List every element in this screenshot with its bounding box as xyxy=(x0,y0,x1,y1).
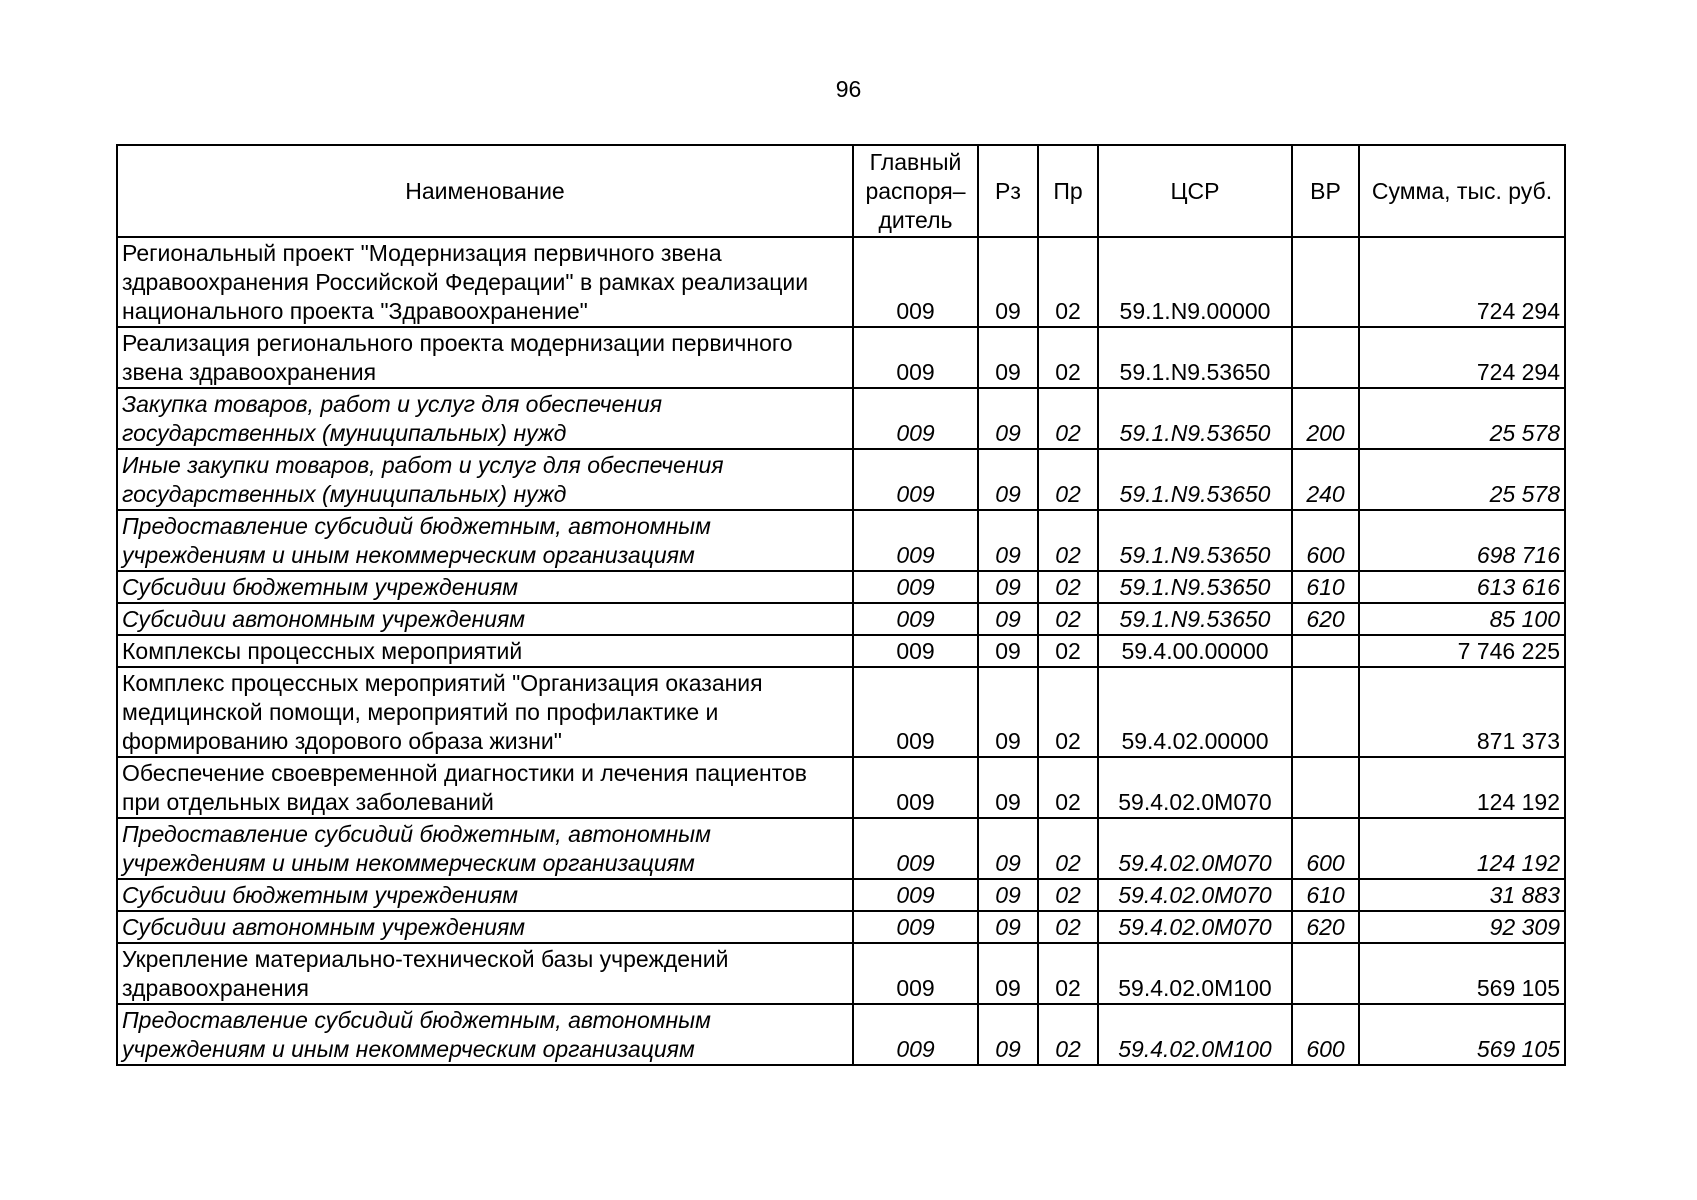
cell-section: 09 xyxy=(978,327,1038,388)
cell-subsection: 02 xyxy=(1038,635,1098,667)
cell-amount: 569 105 xyxy=(1359,943,1565,1004)
cell-chief-manager: 009 xyxy=(853,1004,978,1065)
cell-target-article: 59.4.02.0М070 xyxy=(1098,911,1292,943)
cell-expense-type: 600 xyxy=(1292,818,1359,879)
cell-target-article: 59.4.00.00000 xyxy=(1098,635,1292,667)
cell-amount: 124 192 xyxy=(1359,757,1565,818)
table-row xyxy=(117,237,1565,327)
cell-expense-type: 200 xyxy=(1292,388,1359,449)
cell-amount: 25 578 xyxy=(1359,449,1565,510)
table-row xyxy=(117,818,1565,879)
cell-chief-manager: 009 xyxy=(853,943,978,1004)
cell-target-article: 59.4.02.0М070 xyxy=(1098,879,1292,911)
cell-section: 09 xyxy=(978,571,1038,603)
cell-amount: 613 616 xyxy=(1359,571,1565,603)
header-chief-manager: Главный распоря– дитель xyxy=(853,145,978,237)
cell-name: Субсидии автономным учреждениям xyxy=(117,603,853,635)
cell-target-article: 59.1.N9.53650 xyxy=(1098,388,1292,449)
table-header-row xyxy=(117,145,1565,237)
cell-amount: 724 294 xyxy=(1359,327,1565,388)
cell-name: Субсидии автономным учреждениям xyxy=(117,911,853,943)
cell-chief-manager: 009 xyxy=(853,757,978,818)
table-row xyxy=(117,571,1565,603)
page-number: 96 xyxy=(835,76,862,102)
cell-target-article: 59.4.02.0М070 xyxy=(1098,818,1292,879)
cell-section: 09 xyxy=(978,818,1038,879)
cell-expense-type xyxy=(1292,667,1359,757)
cell-expense-type xyxy=(1292,943,1359,1004)
cell-name: Закупка товаров, работ и услуг для обеспечения государственных (муниципальных) нужд xyxy=(117,388,853,449)
cell-target-article: 59.1.N9.53650 xyxy=(1098,449,1292,510)
cell-chief-manager: 009 xyxy=(853,635,978,667)
table-row xyxy=(117,603,1565,635)
cell-amount: 31 883 xyxy=(1359,879,1565,911)
cell-section: 09 xyxy=(978,667,1038,757)
header-expense-type: ВР xyxy=(1292,145,1359,237)
header-target-article: ЦСР xyxy=(1098,145,1292,237)
cell-chief-manager: 009 xyxy=(853,603,978,635)
cell-chief-manager: 009 xyxy=(853,327,978,388)
cell-section: 09 xyxy=(978,635,1038,667)
cell-subsection: 02 xyxy=(1038,510,1098,571)
table-row xyxy=(117,635,1565,667)
cell-expense-type: 620 xyxy=(1292,603,1359,635)
cell-subsection: 02 xyxy=(1038,911,1098,943)
cell-amount: 569 105 xyxy=(1359,1004,1565,1065)
cell-expense-type xyxy=(1292,327,1359,388)
cell-subsection: 02 xyxy=(1038,603,1098,635)
cell-amount: 871 373 xyxy=(1359,667,1565,757)
cell-section: 09 xyxy=(978,449,1038,510)
header-section: Рз xyxy=(978,145,1038,237)
table-row xyxy=(117,757,1565,818)
cell-target-article: 59.1.N9.53650 xyxy=(1098,327,1292,388)
cell-expense-type xyxy=(1292,757,1359,818)
cell-target-article: 59.4.02.0М100 xyxy=(1098,1004,1292,1065)
cell-expense-type: 610 xyxy=(1292,571,1359,603)
cell-chief-manager: 009 xyxy=(853,510,978,571)
cell-amount: 85 100 xyxy=(1359,603,1565,635)
cell-section: 09 xyxy=(978,510,1038,571)
cell-section: 09 xyxy=(978,1004,1038,1065)
cell-expense-type: 610 xyxy=(1292,879,1359,911)
cell-name: Субсидии бюджетным учреждениям xyxy=(117,879,853,911)
table-row xyxy=(117,879,1565,911)
header-subsection: Пр xyxy=(1038,145,1098,237)
cell-amount: 698 716 xyxy=(1359,510,1565,571)
cell-name: Укрепление материально-технической базы учреждений здравоохранения xyxy=(117,943,853,1004)
cell-subsection: 02 xyxy=(1038,1004,1098,1065)
cell-name: Обеспечение своевременной диагностики и лечения пациентов при отдельных видах заболеваний xyxy=(117,757,853,818)
cell-chief-manager: 009 xyxy=(853,818,978,879)
cell-chief-manager: 009 xyxy=(853,667,978,757)
cell-section: 09 xyxy=(978,237,1038,327)
cell-chief-manager: 009 xyxy=(853,388,978,449)
cell-subsection: 02 xyxy=(1038,237,1098,327)
cell-name: Предоставление субсидий бюджетным, автономным учреждениям и иным некоммерческим организациям xyxy=(117,510,853,571)
cell-subsection: 02 xyxy=(1038,818,1098,879)
cell-name: Реализация регионального проекта модернизации первичного звена здравоохранения xyxy=(117,327,853,388)
cell-target-article: 59.1.N9.53650 xyxy=(1098,603,1292,635)
cell-target-article: 59.4.02.0М070 xyxy=(1098,757,1292,818)
cell-expense-type: 600 xyxy=(1292,1004,1359,1065)
table-row xyxy=(117,943,1565,1004)
cell-amount: 25 578 xyxy=(1359,388,1565,449)
cell-section: 09 xyxy=(978,603,1038,635)
cell-subsection: 02 xyxy=(1038,667,1098,757)
cell-target-article: 59.1.N9.00000 xyxy=(1098,237,1292,327)
table-row xyxy=(117,667,1565,757)
cell-name: Комплексы процессных мероприятий xyxy=(117,635,853,667)
cell-amount: 92 309 xyxy=(1359,911,1565,943)
cell-amount: 7 746 225 xyxy=(1359,635,1565,667)
cell-expense-type: 620 xyxy=(1292,911,1359,943)
cell-name: Комплекс процессных мероприятий "Организация оказания медицинской помощи, мероприятий по профилактике и формированию здорового образа жизни" xyxy=(117,667,853,757)
cell-expense-type: 600 xyxy=(1292,510,1359,571)
cell-expense-type xyxy=(1292,635,1359,667)
cell-chief-manager: 009 xyxy=(853,449,978,510)
cell-name: Предоставление субсидий бюджетным, автономным учреждениям и иным некоммерческим организациям xyxy=(117,818,853,879)
table-row xyxy=(117,449,1565,510)
cell-chief-manager: 009 xyxy=(853,237,978,327)
cell-target-article: 59.4.02.0М100 xyxy=(1098,943,1292,1004)
cell-amount: 724 294 xyxy=(1359,237,1565,327)
cell-amount: 124 192 xyxy=(1359,818,1565,879)
cell-subsection: 02 xyxy=(1038,757,1098,818)
cell-section: 09 xyxy=(978,757,1038,818)
table-row xyxy=(117,327,1565,388)
table-row xyxy=(117,388,1565,449)
cell-target-article: 59.4.02.00000 xyxy=(1098,667,1292,757)
table-row xyxy=(117,1004,1565,1065)
cell-subsection: 02 xyxy=(1038,327,1098,388)
budget-table xyxy=(116,144,1566,1066)
cell-section: 09 xyxy=(978,911,1038,943)
cell-expense-type: 240 xyxy=(1292,449,1359,510)
cell-target-article: 59.1.N9.53650 xyxy=(1098,510,1292,571)
cell-chief-manager: 009 xyxy=(853,911,978,943)
cell-subsection: 02 xyxy=(1038,943,1098,1004)
table-body xyxy=(117,237,1565,1065)
cell-subsection: 02 xyxy=(1038,879,1098,911)
cell-expense-type xyxy=(1292,237,1359,327)
cell-name: Региональный проект "Модернизация первичного звена здравоохранения Российской Федерации" в рамках реализации национального проекта "Здравоохранение" xyxy=(117,237,853,327)
cell-name: Иные закупки товаров, работ и услуг для обеспечения государственных (муниципальных) нужд xyxy=(117,449,853,510)
cell-name: Субсидии бюджетным учреждениям xyxy=(117,571,853,603)
table-row xyxy=(117,510,1565,571)
cell-name: Предоставление субсидий бюджетным, автономным учреждениям и иным некоммерческим организациям xyxy=(117,1004,853,1065)
cell-section: 09 xyxy=(978,388,1038,449)
table-row xyxy=(117,911,1565,943)
cell-subsection: 02 xyxy=(1038,571,1098,603)
cell-chief-manager: 009 xyxy=(853,571,978,603)
header-amount: Сумма, тыс. руб. xyxy=(1359,145,1565,237)
cell-chief-manager: 009 xyxy=(853,879,978,911)
cell-section: 09 xyxy=(978,943,1038,1004)
cell-section: 09 xyxy=(978,879,1038,911)
cell-subsection: 02 xyxy=(1038,449,1098,510)
cell-subsection: 02 xyxy=(1038,388,1098,449)
header-name: Наименование xyxy=(117,145,853,237)
cell-target-article: 59.1.N9.53650 xyxy=(1098,571,1292,603)
